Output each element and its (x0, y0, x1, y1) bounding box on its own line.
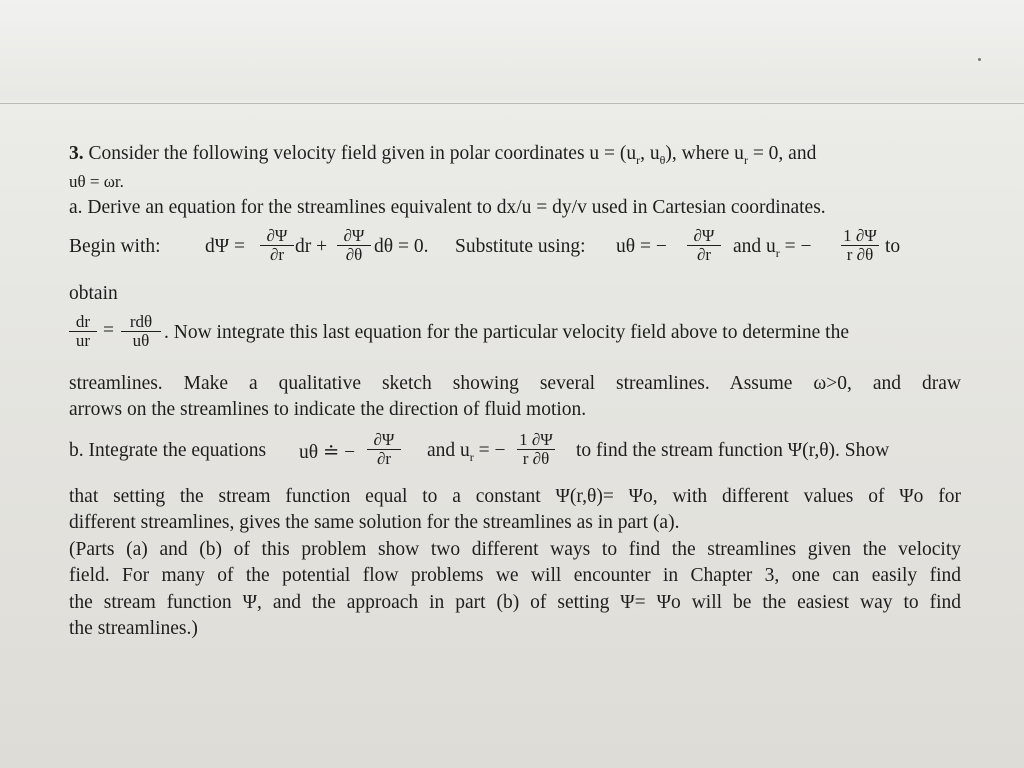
frac-one-over-r (841, 227, 879, 264)
frac-dpsi-dth (337, 227, 371, 264)
u-theta-eq: uθ = − (616, 236, 667, 257)
frac-num: ∂Ψ (260, 227, 294, 246)
dth-zero: dθ = 0. (374, 236, 429, 257)
eq-minus: = − (784, 236, 812, 257)
frac-den: r ∂θ (846, 245, 874, 264)
line-b6 (69, 592, 961, 614)
intro-sub-theta: θ (659, 152, 666, 167)
substitute-label: Substitute using: (455, 236, 586, 257)
dr-plus: dr + (295, 236, 328, 257)
frac-b-dpsi-dr (367, 431, 401, 468)
intro-sub-r2: r (743, 152, 748, 167)
streamlines-line-1 (69, 373, 961, 395)
obtain-word: obtain (69, 283, 118, 304)
frac-dr-ur (69, 313, 97, 350)
frac-num: rdθ (121, 313, 161, 332)
frac-den: r ∂θ (522, 449, 550, 468)
line-b5 (69, 565, 961, 587)
dpsi-eq: dΨ = (205, 236, 246, 257)
part-b-eq: = − (478, 440, 506, 461)
part-b-and (427, 440, 506, 465)
frac-rdth-uth (121, 313, 161, 350)
line-b4 (69, 539, 961, 561)
line-b2 (69, 486, 961, 508)
paper-speck (978, 58, 981, 61)
streamlines-text-1: streamlines. Make a qualitative sketch showing several streamlines. Assume ω>0, and draw (69, 373, 961, 394)
page-top-shadow (0, 0, 1024, 100)
part-b-and-text: and u (427, 440, 470, 461)
to-word: to (885, 236, 901, 257)
frac-num: 1 ∂Ψ (517, 431, 555, 450)
intro-tail: = 0, and (747, 143, 817, 164)
and-u-text: and u (733, 236, 776, 257)
frac-num: ∂Ψ (337, 227, 371, 246)
ur-sub-b: r (469, 449, 474, 464)
frac-num: ∂Ψ (367, 431, 401, 450)
text-b2: that setting the stream function equal to a constant Ψ(r,θ)= Ψo, with different values of Ψo for (69, 486, 961, 507)
text-b5: field. For many of the potential flow problems we will encounter in Chapter 3, one can easily find (69, 565, 961, 586)
intro-sub-r: r (636, 152, 641, 167)
frac-den: ∂r (376, 449, 392, 468)
problem-number: 3. (69, 143, 84, 164)
line-b3: different streamlines, gives the same solution for the streamlines as in part (a). (69, 512, 680, 533)
frac-num: dr (69, 313, 97, 332)
frac-dpsi-dr-2 (687, 227, 721, 264)
begin-with-label: Begin with: (69, 236, 161, 257)
frac-den: ur (75, 331, 91, 350)
intro-mid: , u (640, 143, 660, 164)
text-b6: the stream function Ψ, and the approach in part (b) of setting Ψ= Ψo will be the easiest way to find (69, 592, 961, 613)
part-b-uth: uθ ≐ − (299, 442, 356, 463)
page-fold-line (0, 103, 1024, 104)
frac-b-one-over-r (517, 431, 555, 468)
part-b-end: to find the stream function Ψ(r,θ). Show (576, 440, 890, 461)
integrate-text: . Now integrate this last equation for the particular velocity field above to determine the (164, 322, 849, 343)
frac-den: ∂r (269, 245, 285, 264)
equals-sign: = (103, 320, 114, 341)
frac-num: 1 ∂Ψ (841, 227, 879, 246)
frac-den: ∂θ (345, 245, 363, 264)
intro-text: Consider the following velocity field given in polar coordinates u = (u (88, 143, 637, 164)
intro-end: ), where u (665, 143, 744, 164)
frac-den: ∂r (696, 245, 712, 264)
and-ur (733, 236, 812, 261)
frac-num: ∂Ψ (687, 227, 721, 246)
frac-den: uθ (132, 331, 150, 350)
velocity-line: uθ = ωr. (69, 172, 124, 191)
part-b-start: b. Integrate the equations (69, 440, 267, 461)
part-a-text: a. Derive an equation for the streamlines equivalent to dx/u = dy/v used in Cartesian coordinates. (69, 197, 826, 218)
ur-sub: r (775, 245, 780, 260)
frac-dpsi-dr (260, 227, 294, 264)
problem-intro-line (69, 143, 816, 168)
line-b7: the streamlines.) (69, 618, 198, 639)
streamlines-line-2: arrows on the streamlines to indicate the direction of fluid motion. (69, 399, 587, 420)
text-b4: (Parts (a) and (b) of this problem show two different ways to find the streamlines given the velocity (69, 539, 961, 560)
